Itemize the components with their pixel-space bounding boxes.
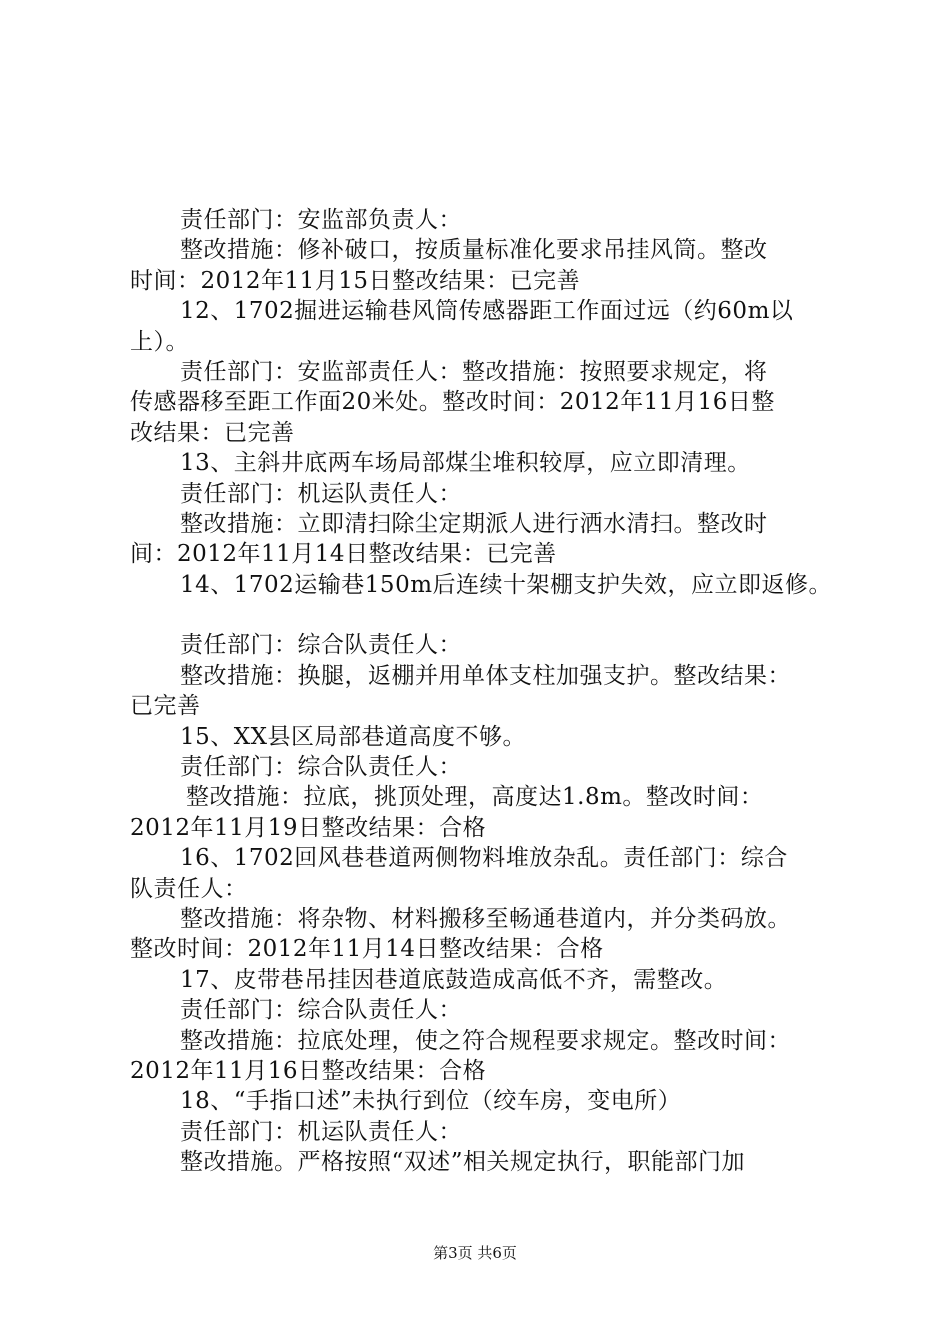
text-line: 队责任人： <box>130 875 248 902</box>
text-line: 整改措施：修补破口，按质量标准化要求吊挂风筒。整改 <box>180 237 768 264</box>
text-line: 时间：2012年11月15日整改结果：已完善 <box>130 267 581 294</box>
text-line: 传感器移至距工作面20米处。整改时间：2012年11月16日整 <box>130 389 775 416</box>
text-line: 2012年11月16日整改结果：合格 <box>130 1057 487 1084</box>
text-line: 18、“手指口述”未执行到位（绞车房，变电所） <box>180 1088 682 1115</box>
text-line: 整改时间：2012年11月14日整改结果：合格 <box>130 936 604 963</box>
text-line: 责任部门：综合队责任人： <box>180 632 462 659</box>
text-line: 12、1702掘进运输巷风筒传感器距工作面过远（约60m以 <box>180 298 794 325</box>
text-line: 13、主斜井底两车场局部煤尘堆积较厚，应立即清理。 <box>180 450 751 477</box>
text-line: 14、1702运输巷150m后连续十架棚支护失效，应立即返修。 <box>180 571 833 598</box>
text-line: 整改措施：立即清扫除尘定期派人进行洒水清扫。整改时 <box>180 510 768 537</box>
text-line: 整改措施：拉底处理，使之符合规程要求规定。整改时间： <box>180 1027 791 1054</box>
text-line: 16、1702回风巷巷道两侧物料堆放杂乱。责任部门：综合 <box>180 845 788 872</box>
text-line: 上）。 <box>130 328 189 355</box>
text-line: 改结果：已完善 <box>130 419 295 446</box>
text-line: 2012年11月19日整改结果：合格 <box>130 814 487 841</box>
text-line: 整改措施：拉底，挑顶处理，高度达1.8m。整改时间： <box>186 784 764 811</box>
text-line: 整改措施：将杂物、材料搬移至畅通巷道内，并分类码放。 <box>180 905 791 932</box>
text-line: 17、皮带巷吊挂因巷道底鼓造成高低不齐，需整改。 <box>180 966 728 993</box>
text-line: 整改措施：换腿，返棚并用单体支柱加强支护。整改结果： <box>180 662 791 689</box>
blank-line <box>130 600 840 630</box>
text-line: 间：2012年11月14日整改结果：已完善 <box>130 541 557 568</box>
text-line: 责任部门：机运队责任人： <box>180 1118 462 1145</box>
text-line: 整改措施。严格按照“双述”相关规定执行，职能部门加 <box>180 1149 746 1176</box>
text-line: 已完善 <box>130 693 201 720</box>
text-line: 责任部门：综合队责任人： <box>180 997 462 1024</box>
page-footer: 第3页 共6页 <box>433 1244 517 1262</box>
text-line: 责任部门：综合队责任人： <box>180 754 462 781</box>
text-line: 责任部门：机运队责任人： <box>180 480 462 507</box>
text-line: 责任部门：安监部负责人： <box>180 207 462 233</box>
text-line: 责任部门：安监部责任人：整改措施：按照要求规定，将 <box>180 358 768 385</box>
document-body <box>130 205 840 1178</box>
text-line: 15、XX县区局部巷道高度不够。 <box>180 723 527 750</box>
